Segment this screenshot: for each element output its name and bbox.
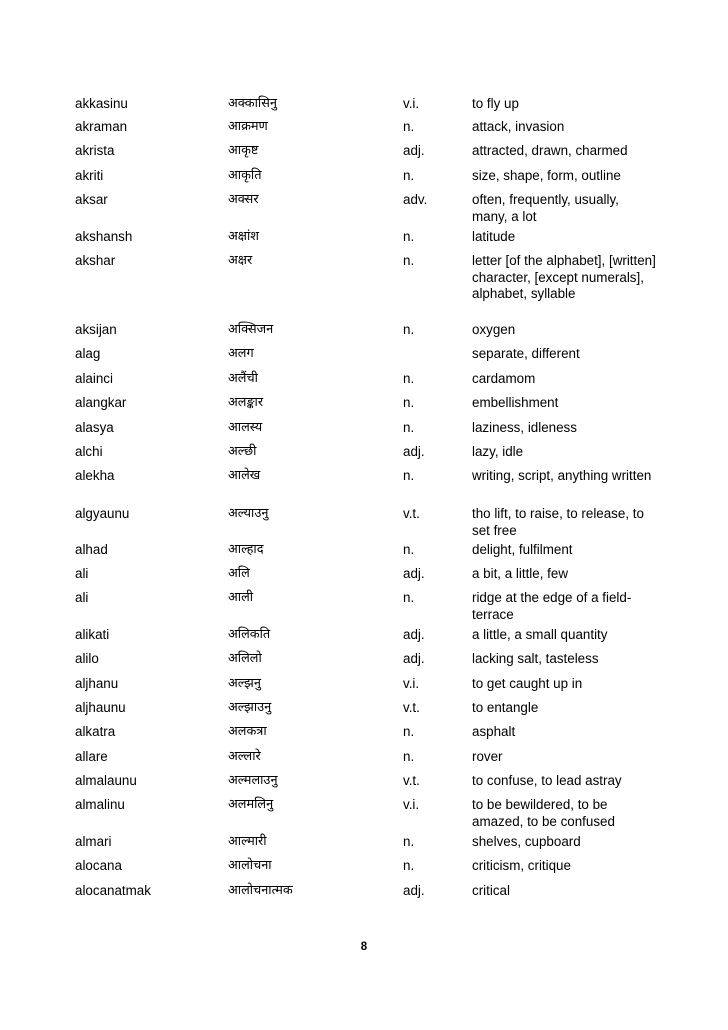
headword: alikati [75,627,110,642]
headword: ali [75,566,89,581]
part-of-speech: n. [403,749,415,764]
definition: attracted, drawn, charmed [472,143,628,158]
part-of-speech: adj. [403,566,425,581]
devanagari-word: अलमलिनु [228,797,274,812]
headword: aksar [75,192,108,207]
devanagari-word: अल्झनु [228,676,261,691]
devanagari-word: अक्कासिनु [228,96,277,111]
definition: oxygen [472,322,516,337]
definition: embellishment [472,395,559,410]
devanagari-word: अक्षर [228,253,253,268]
devanagari-word: अक्षांश [228,229,259,244]
headword: algyaunu [75,506,130,521]
headword: akraman [75,119,128,134]
part-of-speech: n. [403,371,415,386]
part-of-speech: v.i. [403,676,420,691]
definition: asphalt [472,724,516,739]
devanagari-word: आलोचनात्मक [228,883,293,898]
headword: alhad [75,542,108,557]
devanagari-word: अक्सिजन [228,322,274,337]
headword: akrista [75,143,115,158]
part-of-speech: n. [403,542,415,557]
devanagari-word: आकृति [228,168,262,183]
headword: akkasinu [75,96,128,111]
devanagari-word: आलेख [228,468,261,483]
definition: writing, script, anything written [472,468,652,483]
part-of-speech: n. [403,590,415,605]
definition: criticism, critique [472,858,571,873]
headword: alkatra [75,724,116,739]
part-of-speech: n. [403,468,415,483]
definition: often, frequently, usually, many, a lot [472,192,619,224]
devanagari-word: आल्मारी [228,834,267,849]
definition: separate, different [472,346,580,361]
devanagari-word: अल्मलाउनु [228,773,278,788]
definition: delight, fulfilment [472,542,573,557]
part-of-speech: v.t. [403,773,420,788]
devanagari-word: आलोचना [228,858,272,873]
part-of-speech: n. [403,395,415,410]
devanagari-word: अल्झाउनु [228,700,272,715]
definition: lacking salt, tasteless [472,651,599,666]
definition: size, shape, form, outline [472,168,621,183]
page-number: 8 [360,941,368,953]
headword: akshansh [75,229,133,244]
devanagari-word: आकृष्ट [228,143,259,158]
headword: almalaunu [75,773,137,788]
definition: a bit, a little, few [472,566,569,581]
devanagari-word: आक्रमण [228,119,268,134]
headword: alasya [75,420,114,435]
definition: to confuse, to lead astray [472,773,622,788]
headword: alangkar [75,395,127,410]
headword: alilo [75,651,99,666]
part-of-speech: v.t. [403,506,420,521]
part-of-speech: v.t. [403,700,420,715]
part-of-speech: n. [403,834,415,849]
part-of-speech: adj. [403,651,425,666]
part-of-speech: n. [403,119,415,134]
part-of-speech: n. [403,858,415,873]
part-of-speech: n. [403,724,415,739]
definition: laziness, idleness [472,420,577,435]
part-of-speech: v.i. [403,96,420,111]
definition: letter [of the alphabet], [written] character, [except numerals], alphabet, syllable [472,253,656,301]
definition: attack, invasion [472,119,565,134]
headword: aksijan [75,322,117,337]
headword: almari [75,834,112,849]
definition: to entangle [472,700,539,715]
devanagari-word: आलस्य [228,420,263,435]
definition: latitude [472,229,516,244]
definition: to fly up [472,96,519,111]
devanagari-word: अलिलो [228,651,262,666]
headword: aljhanu [75,676,119,691]
devanagari-word: अलि [228,566,250,581]
part-of-speech: adj. [403,627,425,642]
part-of-speech: adj. [403,444,425,459]
definition: shelves, cupboard [472,834,581,849]
part-of-speech: adj. [403,143,425,158]
part-of-speech: n. [403,322,415,337]
devanagari-word: अक्सर [228,192,259,207]
devanagari-word: अलैंची [228,371,258,386]
part-of-speech: n. [403,420,415,435]
headword: alag [75,346,101,361]
headword: alocanatmak [75,883,151,898]
headword: alainci [75,371,113,386]
headword: akshar [75,253,116,268]
headword: ali [75,590,89,605]
headword: alchi [75,444,103,459]
devanagari-word: अलिकति [228,627,271,642]
headword: allare [75,749,108,764]
definition: critical [472,883,510,898]
definition: to get caught up in [472,676,583,691]
part-of-speech: adj. [403,883,425,898]
devanagari-word: अलङ्कार [228,395,264,410]
definition: tho lift, to raise, to release, to set free [472,506,644,538]
definition: cardamom [472,371,536,386]
definition: rover [472,749,503,764]
part-of-speech: adv. [403,192,428,207]
part-of-speech: n. [403,229,415,244]
headword: aljhaunu [75,700,126,715]
devanagari-word: अल्छी [228,444,257,459]
definition: ridge at the edge of a field-terrace [472,590,632,622]
devanagari-word: आल्हाद [228,542,264,557]
devanagari-word: अल्लारे [228,749,261,764]
headword: alocana [75,858,122,873]
headword: alekha [75,468,115,483]
part-of-speech: n. [403,253,415,268]
headword: akriti [75,168,104,183]
devanagari-word: अलग [228,346,254,361]
definition: to be bewildered, to be amazed, to be confused [472,797,615,829]
devanagari-word: आली [228,590,254,605]
part-of-speech: n. [403,168,415,183]
headword: almalinu [75,797,125,812]
devanagari-word: अलकत्रा [228,724,267,739]
definition: a little, a small quantity [472,627,608,642]
part-of-speech: v.i. [403,797,420,812]
definition: lazy, idle [472,444,524,459]
devanagari-word: अल्याउनु [228,506,269,521]
